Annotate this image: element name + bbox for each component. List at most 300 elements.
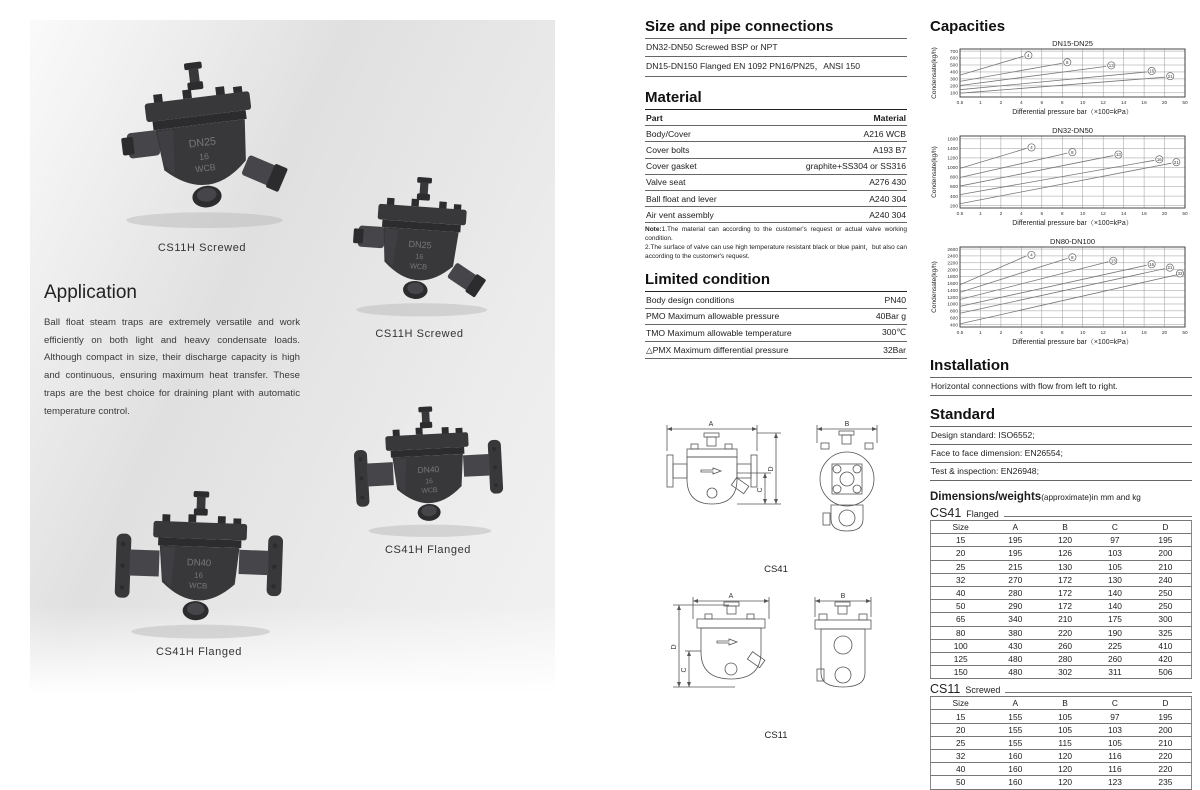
table-cell: 15 — [931, 534, 991, 547]
table-cell: 160 — [990, 763, 1040, 776]
dim-label-d: D — [671, 644, 678, 650]
table-row — [645, 142, 907, 158]
svg-text:14: 14 — [1120, 101, 1127, 106]
table-cell: 155 — [990, 736, 1040, 749]
table-cell: 105 — [1040, 723, 1090, 736]
svg-text:10: 10 — [1080, 331, 1086, 336]
table-row — [645, 324, 907, 341]
table-cell: 115 — [1040, 736, 1090, 749]
drawing-caption: CS41 — [764, 564, 788, 576]
table-cell: △PMX Maximum differential pressure — [645, 341, 860, 358]
svg-text:400: 400 — [949, 194, 958, 200]
svg-text:1: 1 — [979, 101, 982, 106]
capacity-chart-dn15-dn25 — [930, 38, 1192, 123]
installation-list — [930, 377, 1192, 396]
svg-text:14: 14 — [1120, 331, 1127, 336]
svg-text:0.5: 0.5 — [956, 101, 964, 106]
svg-text:4: 4 — [1020, 331, 1023, 336]
svg-text:700: 700 — [949, 49, 958, 55]
table-cell: 210 — [1040, 613, 1090, 626]
curve-label: 16 — [1149, 261, 1155, 267]
dim-label-d: D — [768, 466, 775, 472]
capacity-curve — [960, 256, 1026, 285]
dim-label-c: C — [681, 667, 688, 673]
table-subtitle: Screwed — [965, 685, 1001, 696]
svg-text:200: 200 — [949, 84, 958, 90]
svg-text:50: 50 — [1182, 212, 1188, 217]
table-cell: 125 — [931, 652, 991, 665]
cast-mark-pn: 16 — [424, 478, 433, 486]
svg-text:1000: 1000 — [947, 302, 958, 308]
column-header: B — [1040, 521, 1090, 534]
table-subtitle: Flanged — [966, 509, 999, 519]
curve-label: 21 — [1173, 159, 1179, 165]
svg-text:1400: 1400 — [947, 288, 958, 294]
curve-label: 21 — [1167, 265, 1173, 271]
svg-text:0.5: 0.5 — [956, 212, 964, 217]
table-title: CS41 — [930, 506, 962, 520]
svg-text:400: 400 — [949, 323, 958, 329]
size-connection-list — [645, 38, 907, 77]
chart-ylabel: Condensate(kg/h) — [931, 146, 938, 198]
curve-label: 16 — [1156, 156, 1162, 162]
table-cell: A193 B7 — [754, 142, 907, 158]
table-row — [645, 308, 907, 324]
table-cell: 235 — [1140, 776, 1192, 789]
svg-text:2000: 2000 — [947, 268, 958, 274]
table-cell: 220 — [1140, 750, 1192, 763]
table-cell: 32 — [931, 750, 991, 763]
table-row — [931, 723, 1192, 736]
table-row — [645, 158, 907, 174]
table-cell: 260 — [1090, 652, 1140, 665]
dimensions-heading — [930, 491, 1192, 503]
limited-condition-heading: Limited condition — [645, 271, 770, 289]
photo-caption: CS41H Flanged — [384, 544, 472, 556]
dim-label-b: B — [840, 593, 846, 601]
valve-photo-illustration — [322, 168, 517, 326]
svg-text:1600: 1600 — [947, 137, 958, 143]
table-cell: 140 — [1090, 586, 1140, 599]
chart-title: DN32-DN50 — [1052, 126, 1093, 135]
note-line1: 1.The material can according to the customer's request or actual valve working condition. — [645, 226, 907, 243]
svg-text:1200: 1200 — [947, 295, 958, 301]
svg-text:6: 6 — [1040, 101, 1044, 106]
application-heading: Application — [44, 282, 137, 303]
table-cell: 50 — [931, 776, 991, 789]
table-cell: 250 — [1140, 586, 1192, 599]
size-row: DN15-DN150 Flanged EN 1092 PN16/PN25，ANSI 150 — [645, 57, 907, 77]
cast-mark-pn: 16 — [414, 251, 424, 262]
standard-list — [930, 426, 1192, 481]
table-cell: 120 — [1040, 776, 1090, 789]
table-cell: 32 — [931, 573, 991, 586]
table-cell: 123 — [1090, 776, 1140, 789]
material-heading: Material — [645, 89, 702, 106]
chart-title: DN15-DN25 — [1052, 39, 1093, 48]
table-cell: 32Bar — [860, 341, 907, 358]
product-photo-cs41h-1 — [328, 402, 528, 556]
curve-label: 21 — [1167, 73, 1173, 79]
table-cell: Ball float and lever — [645, 190, 754, 206]
table-cell: 65 — [931, 613, 991, 626]
table-cell: Cover bolts — [645, 142, 754, 158]
svg-text:2400: 2400 — [947, 254, 958, 260]
svg-text:1400: 1400 — [947, 147, 958, 153]
installation-text: Horizontal connections with flow from left to right. — [930, 378, 1192, 396]
table-cell: 410 — [1140, 639, 1192, 652]
technical-drawing-cs41 — [645, 417, 907, 575]
product-photo-cs41h-2 — [88, 486, 310, 658]
column-header: D — [1140, 697, 1192, 710]
table-cell: 103 — [1090, 547, 1140, 560]
col-part: Part — [645, 110, 754, 126]
dimensions-heading-note: (approximate)in mm and kg — [1041, 493, 1141, 502]
table-cell: 80 — [931, 626, 991, 639]
table-cell: 250 — [1140, 600, 1192, 613]
svg-text:16: 16 — [1141, 212, 1147, 217]
svg-text:1: 1 — [979, 331, 982, 336]
chart-xlabel: Differential pressure bar（×100=kPa） — [1012, 109, 1133, 116]
capacity-curve — [960, 163, 1171, 204]
material-table — [645, 109, 907, 223]
curve-label: 8 — [1071, 254, 1074, 260]
svg-text:2: 2 — [999, 101, 1003, 106]
table-cell: 300℃ — [860, 324, 907, 341]
svg-text:12: 12 — [1100, 212, 1106, 217]
valve-svg — [94, 486, 304, 642]
column-header: A — [990, 697, 1040, 710]
table-cell: 311 — [1090, 666, 1140, 679]
cast-mark-pn: 16 — [194, 570, 204, 581]
capacity-curve — [960, 265, 1147, 306]
table-cell: 220 — [1140, 763, 1192, 776]
table-row — [931, 626, 1192, 639]
svg-text:2600: 2600 — [947, 247, 958, 253]
table-cell: 480 — [990, 652, 1040, 665]
curve-label: 13 — [1108, 62, 1114, 68]
table-cell: 97 — [1090, 710, 1140, 723]
standard-row: Face to face dimension: EN26554; — [930, 445, 1192, 463]
table-cell: 420 — [1140, 652, 1192, 665]
capacity-curve — [960, 56, 1023, 75]
svg-text:20: 20 — [1161, 101, 1168, 106]
table-cell: 302 — [1040, 666, 1090, 679]
table-header-row — [645, 110, 907, 126]
table-cell: 116 — [1090, 763, 1140, 776]
cast-mark-pn: 16 — [198, 150, 210, 163]
svg-text:100: 100 — [949, 91, 958, 97]
product-photo-cs11h-1 — [88, 50, 316, 254]
standard-row: Test & inspection: EN26948; — [930, 463, 1192, 481]
column-header: C — [1090, 697, 1140, 710]
dim-label-a: A — [708, 421, 714, 429]
table-cell: 325 — [1140, 626, 1192, 639]
table-row — [931, 652, 1192, 665]
svg-text:20: 20 — [1161, 212, 1168, 217]
table-cell: PMO Maximum allowable pressure — [645, 308, 860, 324]
svg-text:2: 2 — [999, 331, 1003, 336]
curve-label: 8 — [1066, 59, 1069, 65]
installation-heading: Installation — [930, 357, 1010, 374]
capacity-curve — [960, 258, 1067, 292]
cast-mark-dn: DN40 — [186, 557, 212, 570]
technical-drawing-cs11 — [645, 589, 907, 741]
table-cell: 506 — [1140, 666, 1192, 679]
table-cell: 225 — [1090, 639, 1140, 652]
dim-label-b: B — [844, 421, 850, 429]
cs41-dimensions-table — [930, 520, 1192, 679]
cast-mark-dn: DN40 — [416, 463, 439, 476]
photo-caption: CS11H Screwed — [375, 328, 464, 340]
svg-text:800: 800 — [949, 175, 958, 181]
table-cell: 340 — [990, 613, 1040, 626]
table-cell: 155 — [990, 710, 1040, 723]
table-cell: A216 WCB — [754, 126, 907, 142]
svg-text:4: 4 — [1020, 101, 1023, 106]
table-row — [645, 174, 907, 190]
note-line2: 2.The surface of valve can use high temperature resistant black or blue paint，but also can according to the customer's request. — [645, 243, 907, 260]
table-row — [931, 560, 1192, 573]
table-cell: 100 — [931, 639, 991, 652]
svg-text:2200: 2200 — [947, 261, 958, 267]
curve-label: 4 — [1027, 52, 1030, 58]
table-row — [931, 710, 1192, 723]
table-cell: 380 — [990, 626, 1040, 639]
table-cell: 270 — [990, 573, 1040, 586]
table-cell: 215 — [990, 560, 1040, 573]
table-row — [931, 666, 1192, 679]
size-row: DN32-DN50 Screwed BSP or NPT — [645, 39, 907, 57]
svg-text:20: 20 — [1161, 331, 1168, 336]
table-cell: 40 — [931, 586, 991, 599]
standard-row: Design standard: ISO6552; — [930, 427, 1192, 445]
cs41-table-title — [930, 506, 1192, 520]
svg-text:50: 50 — [1182, 101, 1188, 106]
table-cell: 240 — [1140, 573, 1192, 586]
table-cell: 195 — [1140, 710, 1192, 723]
table-cell: 160 — [990, 776, 1040, 789]
svg-text:6: 6 — [1040, 331, 1044, 336]
table-cell: 25 — [931, 736, 991, 749]
table-cell: 140 — [1090, 600, 1140, 613]
table-cell: 175 — [1090, 613, 1140, 626]
table-cell: 120 — [1040, 750, 1090, 763]
cast-mark-dn: DN25 — [407, 238, 432, 251]
svg-text:16: 16 — [1141, 101, 1147, 106]
table-row — [931, 613, 1192, 626]
chart-ylabel: Condensate(kg/h) — [931, 261, 938, 313]
table-row — [645, 126, 907, 142]
cs11-drawing-svg — [645, 589, 907, 725]
size-section-heading: Size and pipe connections — [645, 18, 834, 35]
capacities-heading: Capacities — [930, 18, 1006, 35]
table-cell: 210 — [1140, 560, 1192, 573]
table-row — [931, 776, 1192, 789]
cs11-dimensions-table — [930, 696, 1192, 789]
svg-text:12: 12 — [1100, 101, 1106, 106]
table-cell: PN40 — [860, 292, 907, 308]
table-cell: Valve seat — [645, 174, 754, 190]
curve-label: 8 — [1071, 149, 1074, 155]
table-cell: 50 — [931, 600, 991, 613]
table-cell: Body/Cover — [645, 126, 754, 142]
table-cell: 290 — [990, 600, 1040, 613]
product-photo-cs11h-2 — [322, 168, 517, 340]
table-row — [645, 207, 907, 223]
table-cell: A240 304 — [754, 207, 907, 223]
table-row — [931, 600, 1192, 613]
svg-text:400: 400 — [949, 70, 958, 76]
table-cell: 120 — [1040, 534, 1090, 547]
svg-text:1800: 1800 — [947, 275, 958, 281]
svg-text:14: 14 — [1120, 212, 1127, 217]
standard-heading: Standard — [930, 406, 996, 423]
table-cell: Body design conditions — [645, 292, 860, 308]
table-cell: 280 — [1040, 652, 1090, 665]
valve-svg — [336, 402, 521, 540]
table-row — [931, 736, 1192, 749]
table-row — [931, 586, 1192, 599]
application-body: Ball float steam traps are extremely versatile and work efficiently on both light and heavy condensate loads. Although compact in size, their discharge capacity is high and continuous, ensuring maximum heat transfer. These traps are the best choice for draining plant with automatic temperature control. — [44, 317, 300, 417]
svg-text:1000: 1000 — [947, 166, 958, 172]
valve-photo-illustration — [328, 402, 528, 542]
table-cell: 40 — [931, 763, 991, 776]
table-row — [931, 639, 1192, 652]
col-material: Material — [754, 110, 907, 126]
valve-photo-illustration — [88, 486, 310, 644]
curve-label: 4 — [1030, 252, 1033, 258]
table-cell: 172 — [1040, 600, 1090, 613]
svg-text:600: 600 — [949, 316, 958, 322]
dim-label-a: A — [728, 593, 734, 601]
table-cell: 160 — [990, 750, 1040, 763]
application-section — [44, 282, 300, 420]
column-header: A — [990, 521, 1040, 534]
table-row — [645, 292, 907, 308]
table-cell: 97 — [1090, 534, 1140, 547]
photo-caption: CS11H Screwed — [157, 242, 247, 254]
table-cell: 220 — [1040, 626, 1090, 639]
photo-caption: CS41H Flanged — [155, 646, 243, 658]
table-cell: 200 — [1140, 547, 1192, 560]
valve-svg — [95, 50, 310, 238]
svg-text:2: 2 — [999, 212, 1003, 217]
table-cell: 105 — [1040, 710, 1090, 723]
table-cell: 190 — [1090, 626, 1140, 639]
svg-text:10: 10 — [1080, 101, 1086, 106]
table-row — [931, 573, 1192, 586]
capacity-curve — [960, 262, 1108, 300]
drawing-caption: CS11 — [764, 730, 788, 742]
capacity-curve — [960, 153, 1067, 177]
table-cell: 120 — [1040, 763, 1090, 776]
limited-condition-table — [645, 291, 907, 359]
note-label: Note: — [645, 226, 662, 234]
svg-text:300: 300 — [949, 77, 958, 83]
table-cell: 195 — [990, 547, 1040, 560]
column-header: B — [1040, 697, 1090, 710]
table-cell: A240 304 — [754, 190, 907, 206]
table-cell: 195 — [1140, 534, 1192, 547]
table-cell: Air vent assembly — [645, 207, 754, 223]
table-cell: 280 — [990, 586, 1040, 599]
column-header: D — [1140, 521, 1192, 534]
capacity-chart-dn32-dn50 — [930, 125, 1192, 234]
table-cell: 210 — [1140, 736, 1192, 749]
table-cell: 116 — [1090, 750, 1140, 763]
table-cell: 430 — [990, 639, 1040, 652]
material-note — [645, 226, 907, 261]
column-header: C — [1090, 521, 1140, 534]
table-cell: A276 430 — [754, 174, 907, 190]
chart-ylabel: Condensate(kg/h) — [931, 47, 938, 99]
capacity-chart-dn80-dn100 — [930, 236, 1192, 353]
table-row — [645, 190, 907, 206]
svg-text:50: 50 — [1182, 331, 1188, 336]
curve-label: 16 — [1149, 68, 1155, 74]
table-cell: 126 — [1040, 547, 1090, 560]
curve-label: 13 — [1110, 258, 1116, 264]
capacity-curve — [960, 148, 1026, 168]
table-header-row — [931, 697, 1192, 710]
table-row — [931, 750, 1192, 763]
table-row — [931, 763, 1192, 776]
capacity-curve — [960, 160, 1154, 194]
cs41-drawing-svg — [645, 417, 907, 559]
svg-text:16: 16 — [1141, 331, 1147, 336]
table-row — [645, 341, 907, 358]
product-photo-panel — [30, 20, 555, 700]
table-cell: 103 — [1090, 723, 1140, 736]
svg-text:1600: 1600 — [947, 282, 958, 288]
cs11-table-title — [930, 682, 1192, 696]
table-cell: 155 — [990, 723, 1040, 736]
table-cell: TMO Maximum allowable temperature — [645, 324, 860, 341]
table-cell: 105 — [1090, 560, 1140, 573]
svg-text:200: 200 — [949, 204, 958, 210]
svg-text:500: 500 — [949, 63, 958, 69]
svg-text:8: 8 — [1060, 212, 1064, 217]
table-title: CS11 — [930, 682, 961, 697]
table-cell: 300 — [1140, 613, 1192, 626]
svg-text:8: 8 — [1060, 101, 1064, 106]
table-header-row — [931, 521, 1192, 534]
svg-text:800: 800 — [949, 309, 958, 315]
svg-text:600: 600 — [949, 185, 958, 191]
table-cell: 195 — [990, 534, 1040, 547]
svg-text:1200: 1200 — [947, 156, 958, 162]
table-row — [931, 547, 1192, 560]
chart-xlabel: Differential pressure bar（×100=kPa） — [1012, 339, 1133, 346]
dimensions-heading-bold: Dimensions/weights — [930, 491, 1042, 503]
cast-mark-material: WCB — [409, 261, 427, 272]
svg-text:8: 8 — [1060, 331, 1064, 336]
cast-mark-material: WCB — [420, 487, 438, 495]
svg-text:10: 10 — [1080, 212, 1086, 217]
table-row — [931, 534, 1192, 547]
table-cell: 200 — [1140, 723, 1192, 736]
svg-text:6: 6 — [1040, 212, 1044, 217]
table-cell: 130 — [1040, 560, 1090, 573]
curve-label: 32 — [1177, 271, 1183, 277]
table-cell: 25 — [931, 560, 991, 573]
cast-mark-material: WCB — [188, 580, 208, 591]
middle-column — [645, 18, 907, 741]
cast-mark-material: WCB — [194, 161, 216, 175]
column-header: Size — [931, 521, 991, 534]
right-column — [930, 18, 1192, 790]
